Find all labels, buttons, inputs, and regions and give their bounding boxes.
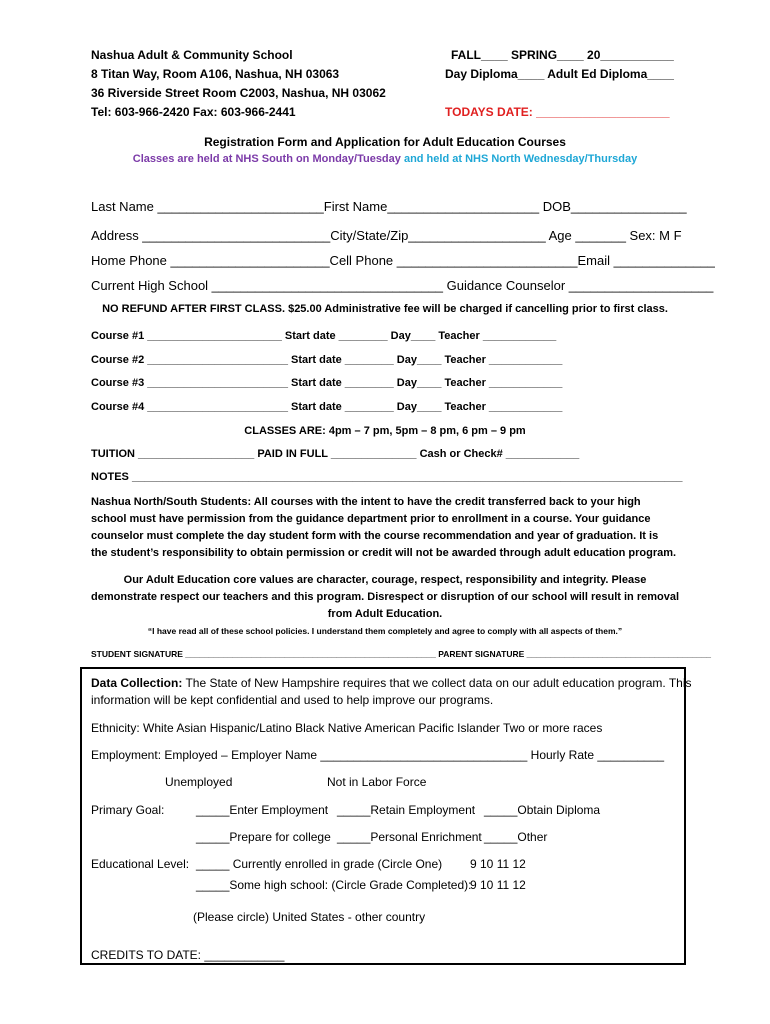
school-address-2: 36 Riverside Street Room C2003, Nashua, NH 03062 <box>91 86 386 100</box>
edu-some-high-school[interactable]: _____Some high school: (Circle Grade Completed): <box>196 878 472 892</box>
goal-prepare-college[interactable]: _____Prepare for college <box>196 830 331 844</box>
data-collection-text: The State of New Hampshire requires that we collect data on our adult education program. This <box>182 676 692 690</box>
values-line-3: from Adult Education. <box>327 608 443 620</box>
course-row-4[interactable]: Course #4 _______________________ Start date ________ Day____ Teacher ____________ <box>91 401 563 413</box>
notes-line[interactable]: NOTES __________________________________________________________________________________________ <box>91 471 683 483</box>
policy-line-1: Nashua North/South Students: All courses with the intent to have the credit transferred back to your high <box>91 496 641 508</box>
class-times: CLASSES ARE: 4pm – 7 pm, 5pm – 8 pm, 6 pm – 9 pm <box>244 425 526 437</box>
course-row-2[interactable]: Course #2 _______________________ Start date ________ Day____ Teacher ____________ <box>91 354 563 366</box>
data-collection-intro <box>91 676 692 690</box>
employment-line[interactable]: Employment: Employed – Employer Name _______________________________ Hourly Rate __________ <box>91 748 665 762</box>
policy-line-2: school must have permission from the guidance department prior to enrollment in a course. Your guidance <box>91 513 651 525</box>
address-age-line[interactable]: Address __________________________City/State/Zip___________________ Age _______ Sex: M F <box>91 228 682 243</box>
ethnicity-options[interactable]: Ethnicity: White Asian Hispanic/Latino Black Native American Pacific Islander Two or more races <box>91 721 603 735</box>
term-field[interactable]: FALL____ SPRING____ 20___________ <box>451 48 674 62</box>
todays-date-field[interactable]: TODAYS DATE: ____________________ <box>445 105 670 119</box>
signature-line[interactable]: STUDENT SIGNATURE _____________________________________________________ PARENT SIGNATURE _______________________________________ <box>91 649 712 659</box>
goal-personal-enrichment[interactable]: _____Personal Enrichment <box>337 830 482 844</box>
data-collection-text-2: information will be kept confidential and used to help improve our programs. <box>91 693 494 707</box>
data-collection-label: Data Collection: <box>91 676 183 690</box>
unemployed-option[interactable]: Unemployed <box>165 775 233 789</box>
diploma-field[interactable]: Day Diploma____ Adult Ed Diploma____ <box>445 67 674 81</box>
goal-obtain-diploma[interactable]: _____Obtain Diploma <box>484 803 601 817</box>
subtitle-north: and held at NHS North Wednesday/Thursday <box>400 153 638 165</box>
edu-grades-enrolled[interactable]: 9 10 11 12 <box>470 857 526 871</box>
not-in-labor-option[interactable]: Not in Labor Force <box>327 775 427 789</box>
policy-line-3: counselor must complete the day student form with the course recommendation and year of graduation. It is <box>91 530 659 542</box>
goal-enter-employment[interactable]: _____Enter Employment <box>196 803 329 817</box>
policy-line-4: the student’s responsibility to obtain permission or credit will not be awarded through adult education program. <box>91 547 677 559</box>
country-options[interactable]: (Please circle) United States - other country <box>193 910 426 924</box>
educational-level-label: Educational Level: <box>91 857 190 871</box>
edu-grades-completed[interactable]: 9 10 11 12 <box>470 878 526 892</box>
course-row-1[interactable]: Course #1 ______________________ Start date ________ Day____ Teacher ____________ <box>91 330 557 342</box>
values-line-1: Our Adult Education core values are character, courage, respect, responsibility and integrity. Please <box>123 574 647 586</box>
school-address-1: 8 Titan Way, Room A106, Nashua, NH 03063 <box>91 67 340 81</box>
goal-other[interactable]: _____Other <box>484 830 548 844</box>
phone-email-line[interactable]: Home Phone ______________________Cell Phone _________________________Email ______________ <box>91 253 715 268</box>
values-line-2: demonstrate respect our teachers and this program. Disrespect or disruption of our school will result in removal <box>90 591 680 603</box>
school-counselor-line[interactable]: Current High School ________________________________ Guidance Counselor ____________________ <box>91 278 714 293</box>
goal-retain-employment[interactable]: _____Retain Employment <box>337 803 476 817</box>
form-subtitle <box>0 153 770 165</box>
edu-currently-enrolled[interactable]: _____ Currently enrolled in grade (Circle One) <box>196 857 443 871</box>
school-name: Nashua Adult & Community School <box>91 48 293 62</box>
name-dob-line[interactable]: Last Name _______________________First Name_____________________ DOB________________ <box>91 199 687 214</box>
primary-goal-label: Primary Goal: <box>91 803 165 817</box>
subtitle-south: Classes are held at NHS South on Monday/Tuesday <box>132 153 401 165</box>
tuition-line[interactable]: TUITION ___________________ PAID IN FULL ______________ Cash or Check# ____________ <box>91 448 580 460</box>
credits-to-date-field[interactable]: CREDITS TO DATE: ____________ <box>91 948 285 962</box>
refund-notice: NO REFUND AFTER FIRST CLASS. $25.00 Administrative fee will be charged if cancelling prior to first class. <box>102 303 668 315</box>
policy-acknowledgement: “I have read all of these school policies. I understand them completely and agree to comply with all aspects of them.” <box>147 626 623 636</box>
course-row-3[interactable]: Course #3 _______________________ Start date ________ Day____ Teacher ____________ <box>91 377 563 389</box>
school-phone: Tel: 603-966-2420 Fax: 603-966-2441 <box>91 105 296 119</box>
form-title: Registration Form and Application for Adult Education Courses <box>204 135 566 149</box>
